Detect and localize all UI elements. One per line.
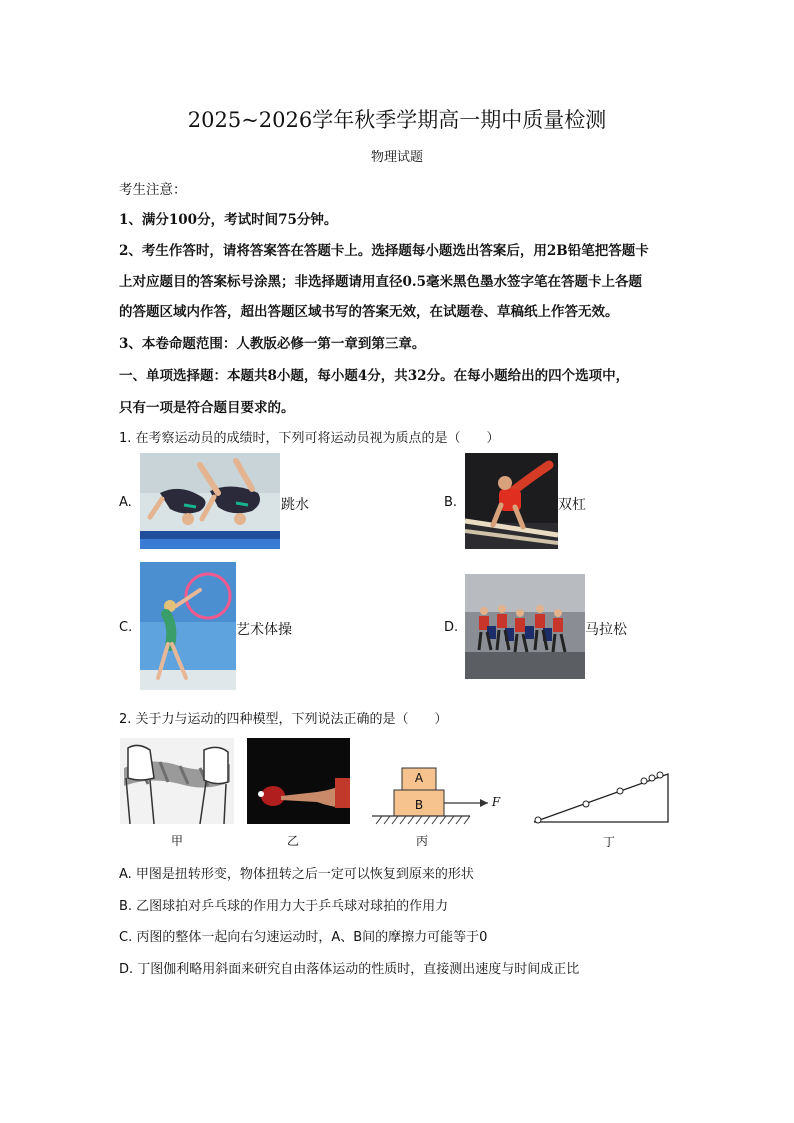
inclined-plane-figure	[530, 766, 670, 828]
section-1-heading: 一、单项选择题：本题共8小题，每小题4分，共32分。在每小题给出的四个选项中，	[119, 368, 630, 384]
notice-item-3: 3、本卷命题范围：人教版必修一第一章到第三章。	[119, 336, 426, 352]
q2-option-c[interactable]: C. 丙图的整体一起向右匀速运动时，A、B间的摩擦力可能等于0	[119, 930, 488, 945]
q1-option-b-label: 双杠	[558, 497, 586, 513]
q1-option-d-letter[interactable]: D.	[444, 620, 459, 635]
parallel-bars-photo	[465, 453, 558, 549]
figure-jia-caption: 甲	[170, 834, 183, 848]
question-1-stem: 1. 在考察运动员的成绩时，下列可将运动员视为质点的是（ ）	[119, 431, 500, 446]
force-f-label: F	[491, 795, 501, 809]
q1-option-a-letter[interactable]: A.	[119, 495, 132, 510]
stacked-blocks-figure	[372, 764, 506, 826]
ping-pong-figure	[247, 738, 350, 824]
diving-photo	[140, 453, 280, 549]
block-a-label: A	[414, 771, 424, 785]
rhythmic-gymnastics-photo	[140, 562, 236, 690]
q1-option-c-label: 艺术体操	[236, 622, 292, 638]
exam-subject: 物理试题	[370, 150, 423, 165]
figure-ding-caption: 丁	[602, 835, 615, 849]
q1-option-b-letter[interactable]: B.	[444, 495, 458, 510]
q2-option-a[interactable]: A. 甲图是扭转形变，物体扭转之后一定可以恢复到原来的形状	[119, 867, 474, 882]
block-b-label: B	[414, 798, 424, 812]
q2-option-b[interactable]: B. 乙图球拍对乒乓球的作用力大于乒乓球对球拍的作用力	[119, 899, 449, 914]
notice-item-2-line-1: 2、考生作答时，请将答案答在答题卡上。选择题每小题选出答案后，用2B铅笔把答题卡	[119, 243, 649, 259]
figure-bing-caption: 丙	[415, 834, 428, 848]
q1-option-a-label: 跳水	[281, 497, 309, 513]
exam-title: 2025~2026学年秋季学期高一期中质量检测	[187, 108, 607, 132]
section-1-heading-line-2: 只有一项是符合题目要求的。	[119, 400, 295, 416]
q1-option-c-letter[interactable]: C.	[119, 620, 133, 635]
towel-twist-figure	[120, 738, 234, 824]
notice-item-2-line-3: 的答题区域内作答，超出答题区域书写的答案无效，在试题卷、草稿纸上作答无效。	[119, 304, 619, 320]
figure-yi-caption: 乙	[286, 834, 299, 848]
notice-heading: 考生注意：	[119, 182, 187, 198]
notice-item-2-line-2: 上对应题目的答案标号涂黑；非选择题请用直径0.5毫米黑色墨水签字笔在答题卡上各题	[119, 274, 642, 290]
question-2-stem: 2. 关于力与运动的四种模型，下列说法正确的是（ ）	[119, 712, 448, 727]
q1-option-d-label: 马拉松	[585, 622, 627, 638]
notice-item-1: 1、满分100分，考试时间75分钟。	[119, 212, 338, 228]
q2-option-d[interactable]: D. 丁图伽利略用斜面来研究自由落体运动的性质时，直接测出速度与时间成正比	[119, 962, 580, 977]
marathon-photo	[465, 574, 585, 679]
